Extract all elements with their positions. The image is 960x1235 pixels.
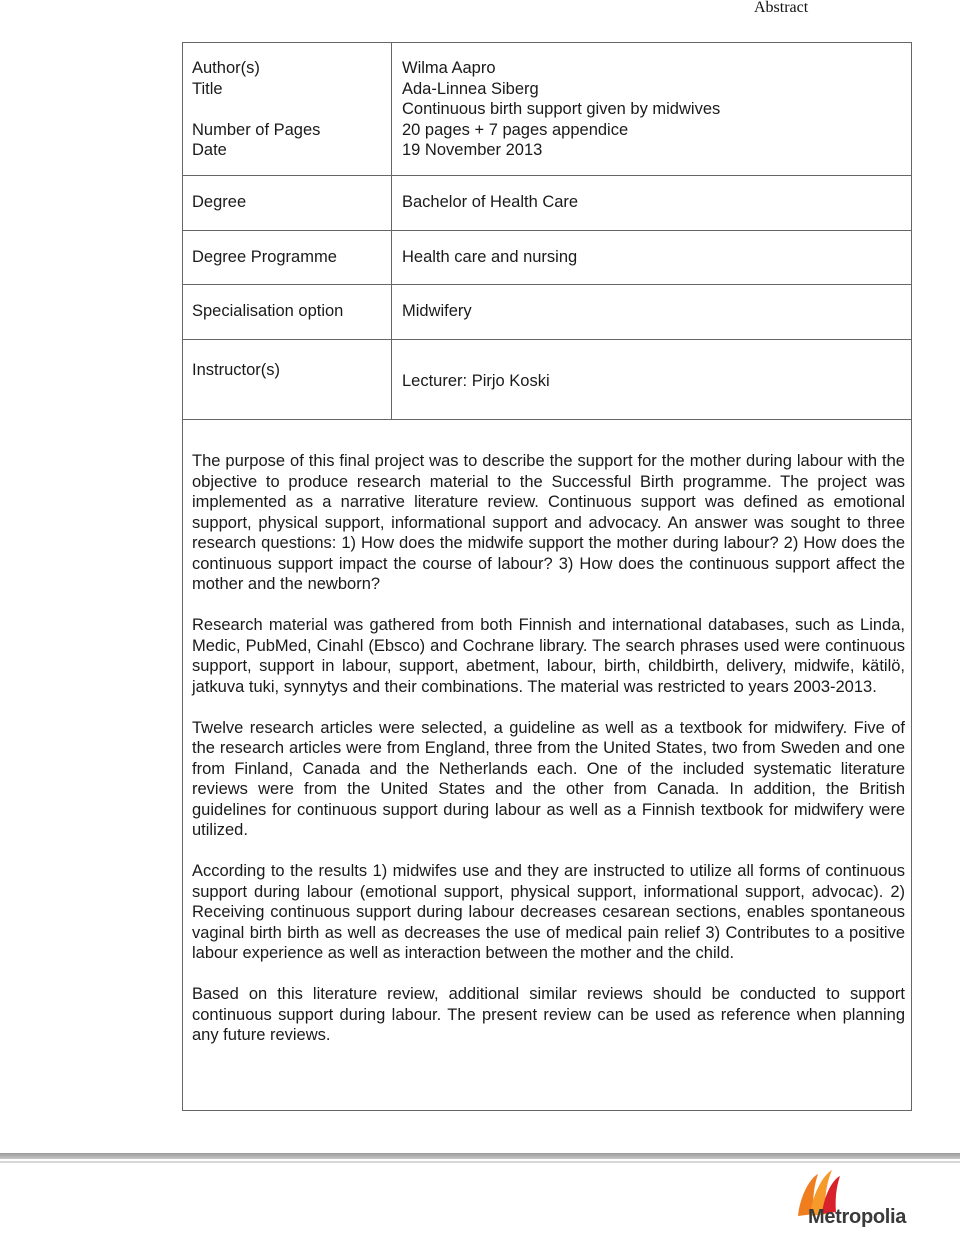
- label-degree: Degree: [192, 193, 247, 211]
- footer-rule: [0, 1153, 960, 1159]
- abstract-body: [192, 451, 905, 1066]
- abstract-paragraph-2: Research material was gathered from both Finnish and international databases, such as Linda, Medic, PubMed, Cinahl (Ebsco) and Cochrane library. The search phrases used were continuous support, support in labour, support, abetment, labour, birth, childbirth, delivery, midwife, kätilö, jatkuva tuki, synnytys and their combinations. The material was restricted to years 2003-2013.: [192, 616, 905, 696]
- programme-row: [183, 231, 911, 285]
- value-pages: 20 pages + 7 pages appendice: [402, 120, 629, 139]
- value-degree: Bachelor of Health Care: [402, 193, 579, 211]
- label-spacer: [192, 99, 320, 120]
- author-title-values: [402, 58, 720, 161]
- abstract-paragraph-3: Twelve research articles were selected, a guideline as well as a textbook for midwifery. Five of the research articles were from England, three from the United States, two from Sweden and one from Finland, Canada and the Netherlands each. One of the included systematic literature reviews were from the United States and the other from Canada. In addition, the British guidelines for continuous support during labour as well as a Finnish textbook for midwifery were utilized.: [192, 718, 905, 839]
- value-specialisation: Midwifery: [402, 302, 472, 320]
- label-authors: Author(s): [192, 59, 260, 77]
- author-title-labels: [192, 58, 320, 161]
- degree-row: [183, 176, 911, 231]
- value-programme: Health care and nursing: [402, 248, 578, 266]
- value-author-1: Wilma Aapro: [402, 59, 496, 77]
- specialisation-row: [183, 285, 911, 340]
- value-title: Continuous birth support given by midwives: [402, 100, 721, 118]
- logo-text: Metropolia: [808, 1206, 907, 1228]
- value-date: 19 November 2013: [402, 141, 543, 159]
- label-number-of-pages: Number of Pages: [192, 120, 321, 139]
- abstract-paragraph-5: Based on this literature review, additional similar reviews should be conducted to support continuous support during labour. The present review can be used as reference when planning any future reviews.: [192, 985, 905, 1044]
- footer-rule-thin: [0, 1161, 960, 1163]
- instructor-row: [183, 340, 911, 420]
- value-instructor: Lecturer: Pirjo Koski: [402, 372, 550, 390]
- page-label: Abstract: [754, 0, 809, 16]
- abstract-form: [182, 42, 912, 1111]
- label-specialisation: Specialisation option: [192, 302, 344, 320]
- label-instructor: Instructor(s): [192, 361, 281, 379]
- label-date: Date: [192, 141, 227, 159]
- value-author-2: Ada-Linnea Siberg: [402, 79, 539, 98]
- author-title-row: [183, 43, 911, 176]
- abstract-paragraph-1: The purpose of this final project was to describe the support for the mother during labour with the objective to produce research material to the Successful Birth programme. The project was implemented as a narrative literature review. Continuous support was defined as emotional support, physical support, informational support and advocacy. An answer was sought to three research questions: 1) How does the midwife support the mother during labour? 2) How does the continuous support impact the course of labour? 3) How does the continuous support affect the mother and the newborn?: [192, 452, 905, 593]
- label-title: Title: [192, 79, 223, 98]
- label-programme: Degree Programme: [192, 248, 337, 266]
- abstract-paragraph-4: According to the results 1) midwifes use and they are instructed to utilize all forms of continuous support during labour (emotional support, physical support, informational support, advocac). 2) Receiving continuous support during labour decreases cesarean sections, enables spontaneous vaginal birth birth as well as decreases the use of medical pain relief 3) Contributes to a positive labour experience as well as interaction between the mother and the child.: [192, 862, 905, 962]
